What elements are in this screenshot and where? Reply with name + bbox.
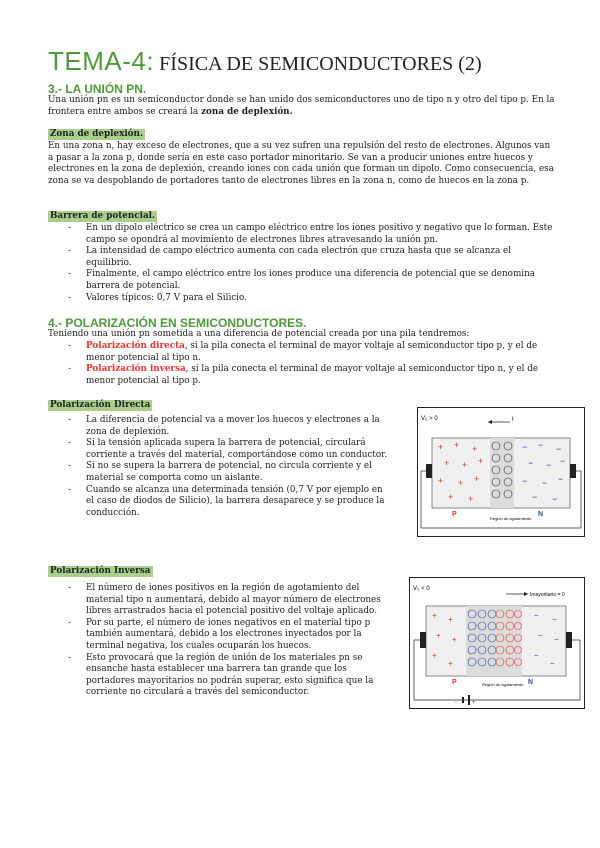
svg-text:N: N: [538, 511, 544, 518]
list-item: - La diferencia de potencial va a mover los huecos y electrones a la zona de deplexión.: [68, 415, 380, 437]
directa-list: [48, 415, 388, 519]
svg-text:+: +: [432, 611, 437, 620]
svg-text:+: +: [448, 659, 453, 668]
svg-text:−: −: [558, 474, 564, 484]
title-rest: FÍSICA DE SEMICONDUCTORES (2): [159, 53, 482, 75]
svg-text:+: +: [448, 492, 454, 502]
svg-text:P: P: [452, 679, 457, 686]
svg-text:+: +: [454, 440, 460, 450]
reverse-bias-diagram: [409, 577, 585, 709]
svg-text:+: +: [452, 635, 457, 644]
section-4-intro: Teniendo una unión pn sometida a una diferencia de potencial creada por una pila tendremos:: [48, 329, 470, 339]
list-item: - En un dipolo eléctrico se crea un campo eléctrico entre los iones positivo y negativo que lo forman. Este campo se opondrá al movimiento de electrones libres atravesando la unión pn.: [68, 223, 553, 245]
svg-text:−: −: [528, 458, 534, 468]
list-item: - El número de iones positivos en la región de agotamiento del material tipo n aumentará, debido al mayor número de electrones libres arrastrados hacia el potencial positivo del voltaje aplicado.: [68, 583, 381, 617]
inversa-label: Polarización Inversa: [50, 566, 151, 576]
list-item: - Polarización directa, si la pila conecta el terminal de mayor voltaje al semiconductor tipo p, y el de menor potencial al tipo n.: [68, 341, 538, 363]
svg-text:Imayoritario = 0: Imayoritario = 0: [530, 592, 565, 598]
list-item: - Finalmente, el campo eléctrico entre los iones produce una diferencia de potencial que se denomina barrera de potencial.: [68, 269, 536, 291]
svg-text:Región de agotamiento: Región de agotamiento: [482, 682, 524, 687]
list-item: - La intensidad de campo eléctrico aumenta con cada electrón que cruza hasta que se alcanza el equilibrio.: [68, 246, 512, 268]
polarizacion-list: [48, 341, 558, 387]
list-item: - Por su parte, el número de iones negativos en el material tipo p también aumentará, debido a los electrones inyectados por la terminal negativa, los cuales ocuparán los huecos.: [68, 617, 371, 651]
list-item: - Si la tensión aplicada supera la barrera de potencial, circulará corriente a través del material, comportándose como un conductor.: [68, 438, 388, 460]
svg-text:−: −: [538, 631, 543, 640]
svg-text:−: −: [542, 478, 548, 488]
page-title: [48, 46, 568, 76]
svg-text:−: −: [522, 476, 528, 486]
svg-text:P: P: [452, 511, 457, 518]
svg-text:−: −: [560, 456, 566, 466]
section-3-heading: 3.- LA UNIÓN PN.: [48, 82, 147, 96]
svg-text:N: N: [528, 679, 534, 686]
voltage-label: V₀ > 0: [421, 416, 438, 422]
svg-text:−: −: [554, 635, 559, 644]
svg-text:−: −: [534, 651, 539, 660]
svg-text:+: +: [448, 615, 453, 624]
list-item: - Polarización inversa, si la pila conecta el terminal de mayor voltaje al semiconductor tipo n, y el de menor potencial al tipo p.: [68, 364, 539, 386]
svg-text:−: −: [550, 659, 555, 668]
svg-text:+: +: [444, 458, 450, 468]
svg-text:+: +: [472, 700, 476, 706]
svg-text:−: −: [522, 442, 528, 452]
svg-text:+: +: [472, 444, 478, 454]
svg-text:+: +: [436, 631, 441, 640]
svg-text:I: I: [512, 417, 514, 423]
svg-text:−: −: [556, 444, 562, 454]
svg-text:+: +: [438, 442, 444, 452]
list-item: - Si no se supera la barrera de potencial, no circula corriente y el material se comporta como un aislante.: [68, 461, 372, 483]
forward-bias-diagram: [417, 407, 585, 537]
svg-text:+: +: [478, 456, 484, 466]
list-item: - Esto provocará que la región de unión de los materiales pn se ensanche hasta establecer una barrera tan grande que los portadores mayoritarios no podrán superar, esto significa que la corriente no circulará a través del semiconductor.: [68, 652, 374, 698]
svg-text:+: +: [474, 474, 480, 484]
intro-bold: zona de deplexión.: [201, 106, 293, 117]
svg-text:+: +: [468, 494, 474, 504]
svg-text:−: −: [546, 460, 552, 470]
zona-label: Zona de deplexión.: [50, 129, 144, 139]
svg-text:+: +: [438, 476, 444, 486]
inversa-list: [48, 583, 388, 699]
section-3-intro: [48, 95, 556, 118]
barrera-label: Barrera de potencial.: [50, 211, 156, 221]
intro-text: Una unión pn es un semiconductor donde se han unido dos semiconductores uno de tipo n y otro del tipo p. En la frontera entre ambos se creará la: [48, 95, 555, 117]
title-prefix: TEMA-4:: [48, 46, 155, 76]
svg-text:−: −: [552, 615, 557, 624]
list-item: - Valores típicos: 0,7 V para el Silicio.: [68, 292, 247, 303]
svg-text:Región de agotamiento: Región de agotamiento: [490, 516, 532, 521]
list-item: - Cuando se alcanza una determinada tensión (0,7 V por ejemplo en el caso de diodos de Silicio), la barrera desaparece y se produce la conducción.: [68, 484, 385, 518]
svg-text:−: −: [552, 494, 558, 504]
svg-text:−: −: [532, 492, 538, 502]
svg-text:V₀ < 0: V₀ < 0: [413, 586, 430, 592]
barrera-list: [48, 223, 558, 304]
svg-text:−: −: [538, 440, 544, 450]
svg-text:−: −: [454, 700, 458, 706]
svg-text:+: +: [432, 651, 437, 660]
directa-label: Polarización Directa: [50, 400, 151, 410]
svg-text:+: +: [458, 478, 464, 488]
zona-text: En una zona n, hay exceso de electrones, que a su vez sufren una repulsión del resto de electrones. Algunos van a pasar a la zona p, donde sería en este caso portador minoritario. Se van a producir uniones entre huecos y electrones en la zona de deplexión, creando iones con cada unión que forman un dipolo. Como consecuencia, esa zona se va despoblando de portadores tanto de electrones libres en la zona n, como de huecos en la zona p.: [48, 141, 554, 186]
svg-text:+: +: [462, 460, 468, 470]
svg-text:−: −: [534, 611, 539, 620]
section-4-heading: 4.- POLARIZACIÓN EN SEMICONDUCTORES.: [48, 316, 307, 330]
